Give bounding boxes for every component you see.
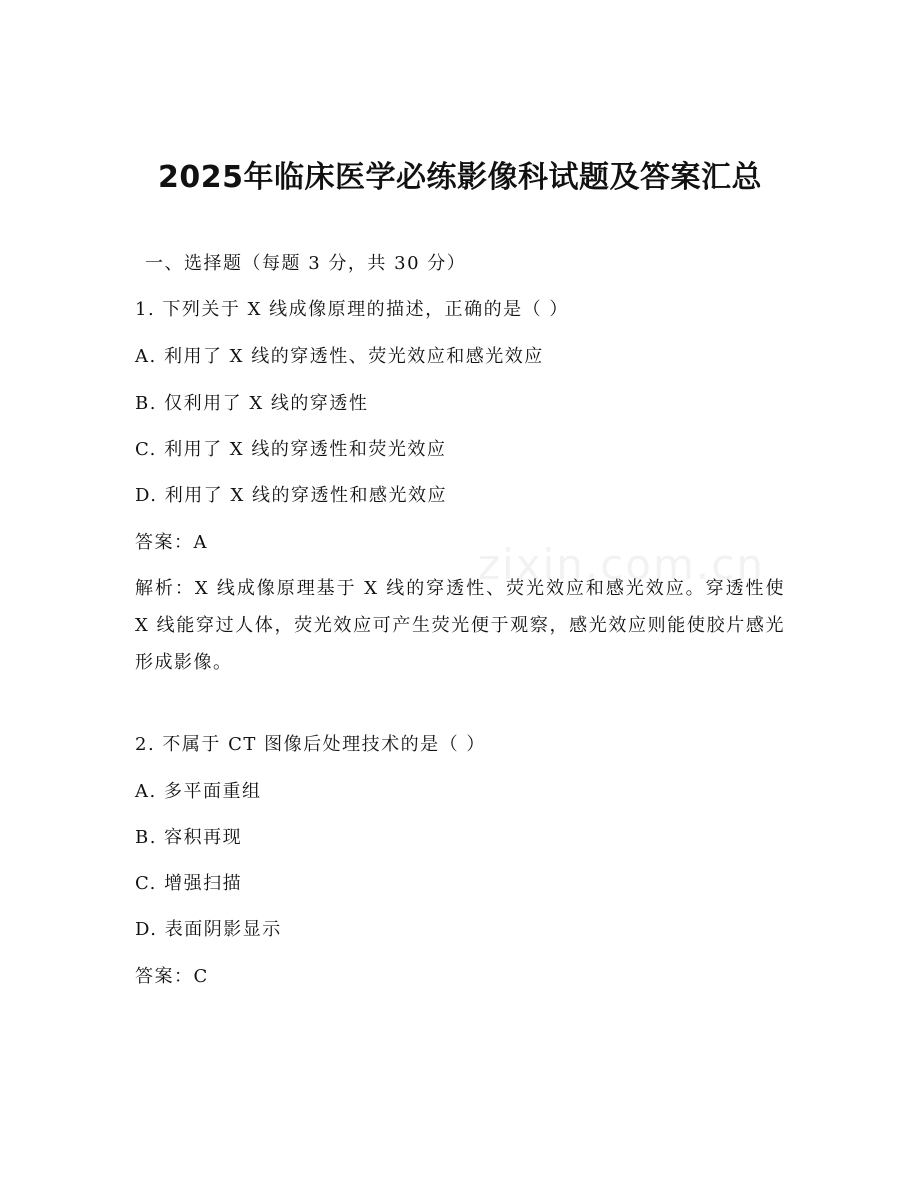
section-heading: 一、选择题（每题 3 分，共 30 分） <box>145 253 467 274</box>
question-2-stem: 2. 不属于 CT 图像后处理技术的是（ ） <box>135 734 486 755</box>
question-1-answer: 答案：A <box>135 532 208 553</box>
question-2-option-c: C. 增强扫描 <box>135 873 243 894</box>
question-1-option-c: C. 利用了 X 线的穿透性和荧光效应 <box>135 439 447 460</box>
question-2-option-b: B. 容积再现 <box>135 827 243 848</box>
question-2-option-d: D. 表面阴影显示 <box>135 919 282 940</box>
question-1-option-a: A. 利用了 X 线的穿透性、荧光效应和感光效应 <box>135 346 544 367</box>
question-1-option-b: B. 仅利用了 X 线的穿透性 <box>135 393 369 414</box>
question-1-stem: 1. 下列关于 X 线成像原理的描述，正确的是（ ） <box>135 299 569 320</box>
document-title: 2025年临床医学必练影像科试题及答案汇总 <box>158 160 762 195</box>
question-1-option-d: D. 利用了 X 线的穿透性和感光效应 <box>135 485 447 506</box>
watermark-text: zixin.com.cn <box>478 540 765 589</box>
question-1-explanation: 解析：X 线成像原理基于 X 线的穿透性、荧光效应和感光效应。穿透性使 X 线能穿过人体，荧光效应可产生荧光便于观察，感光效应则能使胶片感光形成影像。 <box>135 578 785 673</box>
question-2-option-a: A. 多平面重组 <box>135 781 262 802</box>
question-2-answer: 答案：C <box>135 966 209 987</box>
